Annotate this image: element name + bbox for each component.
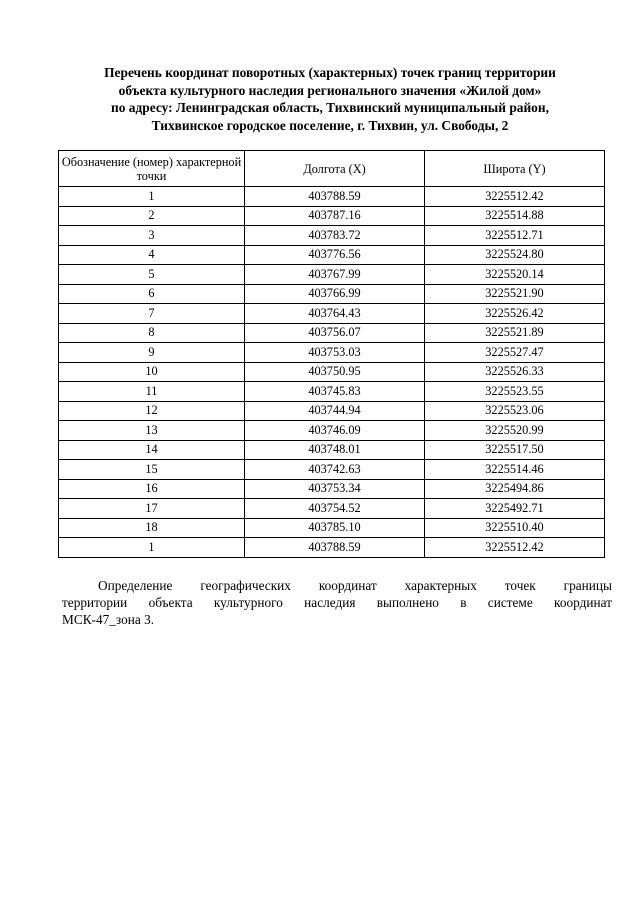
cell-point-number: 1 bbox=[59, 187, 245, 207]
table-row bbox=[59, 440, 605, 460]
note-word: системе bbox=[487, 595, 533, 610]
cell-longitude: 403764.43 bbox=[245, 304, 425, 324]
title-line: по адресу: Ленинградская область, Тихвинский муниципальный район, bbox=[111, 100, 549, 115]
table-row bbox=[59, 401, 605, 421]
cell-longitude: 403776.56 bbox=[245, 245, 425, 265]
column-header-longitude: Долгота (X) bbox=[245, 151, 425, 187]
table-row bbox=[59, 265, 605, 285]
cell-longitude: 403746.09 bbox=[245, 421, 425, 441]
cell-point-number: 9 bbox=[59, 343, 245, 363]
note-line bbox=[62, 594, 612, 611]
coordinates-table bbox=[58, 150, 605, 558]
table-row bbox=[59, 206, 605, 226]
cell-point-number: 5 bbox=[59, 265, 245, 285]
cell-longitude: 403744.94 bbox=[245, 401, 425, 421]
cell-latitude: 3225510.40 bbox=[425, 518, 605, 538]
cell-point-number: 3 bbox=[59, 226, 245, 246]
cell-longitude: 403787.16 bbox=[245, 206, 425, 226]
cell-longitude: 403748.01 bbox=[245, 440, 425, 460]
cell-longitude: 403783.72 bbox=[245, 226, 425, 246]
document-title bbox=[60, 64, 600, 134]
cell-latitude: 3225526.33 bbox=[425, 362, 605, 382]
cell-latitude: 3225523.06 bbox=[425, 401, 605, 421]
note-line: МСК-47_зона 3. bbox=[62, 612, 155, 627]
table-row bbox=[59, 499, 605, 519]
cell-longitude: 403742.63 bbox=[245, 460, 425, 480]
cell-longitude: 403753.03 bbox=[245, 343, 425, 363]
note-word: точек bbox=[504, 578, 536, 593]
note-word: Определение bbox=[98, 578, 173, 593]
cell-latitude: 3225521.90 bbox=[425, 284, 605, 304]
table-row bbox=[59, 421, 605, 441]
note-word: культурного bbox=[213, 595, 283, 610]
table-row bbox=[59, 460, 605, 480]
cell-longitude: 403745.83 bbox=[245, 382, 425, 402]
table-row bbox=[59, 323, 605, 343]
cell-latitude: 3225521.89 bbox=[425, 323, 605, 343]
note-word: объекта bbox=[148, 595, 193, 610]
note-word: в bbox=[460, 595, 467, 610]
cell-latitude: 3225517.50 bbox=[425, 440, 605, 460]
title-line: объекта культурного наследия регионального значения «Жилой дом» bbox=[118, 82, 542, 98]
table-row bbox=[59, 226, 605, 246]
cell-latitude: 3225514.46 bbox=[425, 460, 605, 480]
cell-latitude: 3225520.99 bbox=[425, 421, 605, 441]
cell-latitude: 3225492.71 bbox=[425, 499, 605, 519]
note-word: границы bbox=[563, 578, 612, 593]
cell-latitude: 3225494.86 bbox=[425, 479, 605, 499]
cell-longitude: 403750.95 bbox=[245, 362, 425, 382]
cell-latitude: 3225512.42 bbox=[425, 187, 605, 207]
cell-latitude: 3225514.88 bbox=[425, 206, 605, 226]
table-row bbox=[59, 284, 605, 304]
cell-point-number: 11 bbox=[59, 382, 245, 402]
cell-latitude: 3225512.71 bbox=[425, 226, 605, 246]
cell-longitude: 403766.99 bbox=[245, 284, 425, 304]
cell-longitude: 403754.52 bbox=[245, 499, 425, 519]
cell-point-number: 18 bbox=[59, 518, 245, 538]
table-row bbox=[59, 245, 605, 265]
cell-point-number: 7 bbox=[59, 304, 245, 324]
cell-latitude: 3225512.42 bbox=[425, 538, 605, 558]
table-row bbox=[59, 304, 605, 324]
table-row bbox=[59, 362, 605, 382]
cell-longitude: 403788.59 bbox=[245, 187, 425, 207]
cell-point-number: 17 bbox=[59, 499, 245, 519]
table-body bbox=[59, 187, 605, 558]
note-line bbox=[62, 577, 612, 594]
cell-latitude: 3225520.14 bbox=[425, 265, 605, 285]
title-line: Перечень координат поворотных (характерных) точек границ территории bbox=[104, 65, 556, 80]
column-header-latitude: Широта (Y) bbox=[425, 151, 605, 187]
note-word: координат bbox=[318, 578, 377, 593]
title-line: Тихвинское городское поселение, г. Тихвин, ул. Свободы, 2 bbox=[151, 117, 509, 133]
table-row bbox=[59, 479, 605, 499]
note-word: координат bbox=[554, 595, 612, 610]
cell-point-number: 4 bbox=[59, 245, 245, 265]
note-word: характерных bbox=[404, 578, 477, 593]
cell-longitude: 403785.10 bbox=[245, 518, 425, 538]
column-header-point-number: Обозначение (номер) характерной точки bbox=[59, 151, 245, 187]
cell-latitude: 3225527.47 bbox=[425, 343, 605, 363]
table-row bbox=[59, 343, 605, 363]
cell-point-number: 15 bbox=[59, 460, 245, 480]
table-header-row bbox=[59, 151, 605, 187]
cell-point-number: 14 bbox=[59, 440, 245, 460]
table-row bbox=[59, 518, 605, 538]
table-row bbox=[59, 187, 605, 207]
cell-point-number: 16 bbox=[59, 479, 245, 499]
cell-latitude: 3225524.80 bbox=[425, 245, 605, 265]
cell-longitude: 403788.59 bbox=[245, 538, 425, 558]
note-word: географических bbox=[200, 578, 291, 593]
note-word: наследия bbox=[304, 595, 356, 610]
cell-longitude: 403767.99 bbox=[245, 265, 425, 285]
cell-point-number: 6 bbox=[59, 284, 245, 304]
coordinate-system-note bbox=[62, 577, 612, 628]
cell-point-number: 2 bbox=[59, 206, 245, 226]
cell-latitude: 3225526.42 bbox=[425, 304, 605, 324]
cell-longitude: 403753.34 bbox=[245, 479, 425, 499]
table-row bbox=[59, 538, 605, 558]
cell-point-number: 12 bbox=[59, 401, 245, 421]
cell-point-number: 8 bbox=[59, 323, 245, 343]
note-word: территории bbox=[62, 595, 128, 610]
table-row bbox=[59, 382, 605, 402]
cell-point-number: 10 bbox=[59, 362, 245, 382]
cell-latitude: 3225523.55 bbox=[425, 382, 605, 402]
cell-point-number: 1 bbox=[59, 538, 245, 558]
cell-longitude: 403756.07 bbox=[245, 323, 425, 343]
cell-point-number: 13 bbox=[59, 421, 245, 441]
note-word: выполнено bbox=[376, 595, 439, 610]
